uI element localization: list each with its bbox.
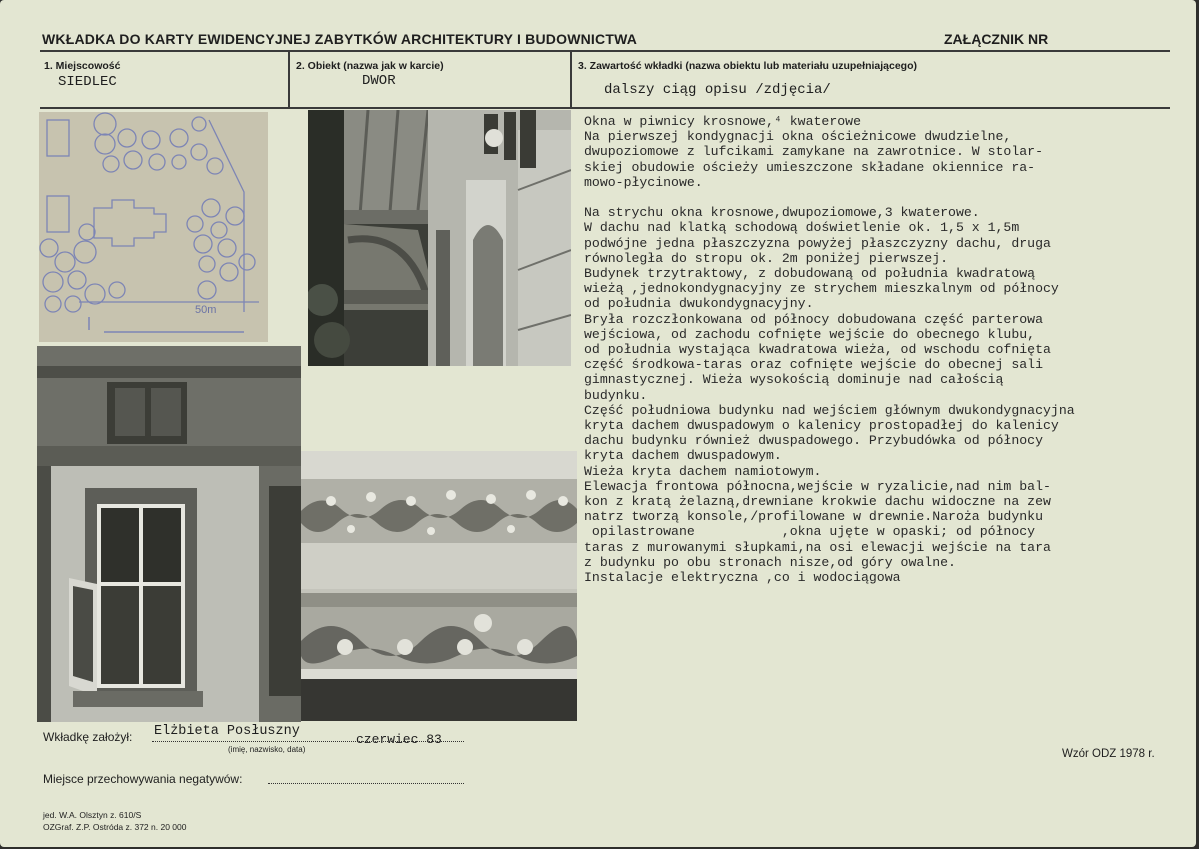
- content-value: dalszy ciąg opisu /zdjęcia/: [604, 82, 831, 98]
- annex-label: ZAŁĄCZNIK NR: [944, 31, 1049, 47]
- author-date: czerwiec 83: [356, 732, 442, 747]
- photo-facade-window-image: [37, 346, 301, 722]
- header-rule-top: [40, 50, 1170, 52]
- printer-line-2: OZGraf. Z.P. Ostróda z. 372 n. 20 000: [43, 822, 187, 832]
- place-label: 1. Miejscowość: [44, 60, 121, 72]
- description-line: W dachu nad klatką schodową doświetlenie ok. 1,5 x 1,5m: [584, 220, 1020, 236]
- photo-stucco-frieze: [301, 451, 577, 721]
- object-label: 2. Obiekt (nazwa jak w karcie): [296, 60, 444, 72]
- description-text: [584, 114, 1196, 585]
- photo-roof-eaves-image: [308, 110, 571, 366]
- description-line: Okna w piwnicy krosnowe,⁴ kwaterowe: [584, 114, 861, 129]
- object-value: DWOR: [362, 73, 396, 89]
- description-line: Wieża kryta dachem namiotowym.: [584, 463, 822, 479]
- description-line: dachu budynku również dwuspadowego. Przybudówka od północy: [584, 433, 1043, 449]
- printer-line-1: jed. W.A. Olsztyn z. 610/S: [43, 810, 142, 820]
- description-line: skiej obudowie ościeży umieszczone składane okiennice ra-: [584, 159, 1036, 175]
- header-rule-bottom: [40, 107, 1170, 109]
- content-label: 3. Zawartość wkładki (nazwa obiektu lub materiału uzupełniającego): [578, 60, 917, 72]
- description-line: podwójne jedna płaszczyzna powyżej płaszczyzny dachu, druga: [584, 235, 1051, 251]
- author-label: Wkładkę założył:: [43, 730, 133, 744]
- description-line: taras z murowanymi słupkami,na osi elewacji wejście na tara: [584, 539, 1051, 555]
- author-hint: (imię, nazwisko, data): [228, 745, 306, 754]
- site-plan-map: [39, 112, 268, 342]
- description-line: Na pierwszej kondygnacji okna ościeżnicowe dwudzielne,: [584, 129, 1012, 145]
- place-value: SIEDLEC: [58, 74, 117, 90]
- negatives-label: Miejsce przechowywania negatywów:: [43, 772, 243, 786]
- description-line: Elewacja frontowa północna,wejście w ryzalicie,nad nim bal-: [584, 478, 1051, 494]
- author-dotted-line: [152, 741, 464, 742]
- card-title: WKŁADKA DO KARTY EWIDENCYJNEJ ZABYTKÓW ARCHITEKTURY I BUDOWNICTWA: [42, 31, 638, 47]
- description-line: natrz tworzą konsole,/profilowane w drewnie.Naroża budynku: [584, 509, 1043, 525]
- photo-roof-eaves: [308, 110, 571, 366]
- description-line: Na strychu okna krosnowe,dwupoziomowe,3 kwaterowe.: [584, 205, 980, 221]
- description-line: Budynek trzytraktowy, z dobudowaną od południa kwadratową: [584, 266, 1036, 282]
- description-line: wieżą ,jednokondygnacyjny ze strychem mieszkalnym od północy: [584, 281, 1059, 297]
- description-line: Część południowa budynku nad wejściem głównym dwukondygnacyjna: [584, 402, 1075, 418]
- form-pattern: Wzór ODZ 1978 r.: [1062, 748, 1155, 760]
- description-line: dwupoziomowe z lufcikami zamykane na zawrotnice. W stolar-: [584, 144, 1043, 160]
- field-divider-2: [570, 50, 572, 108]
- description-line: równoległa do stropu ok. 2m poniżej pierwszej.: [584, 250, 949, 266]
- description-line: mowo-płycinowe.: [584, 174, 703, 190]
- description-line: Instalacje elektryczna ,co i wodociągowa: [584, 570, 901, 586]
- description-line: Bryła rozczłonkowana od północy dobudowana część parterowa: [584, 311, 1043, 327]
- description-line: wejściowa, od zachodu cofnięte wejście do obecnego klubu,: [584, 326, 1036, 342]
- negatives-dotted-line: [268, 783, 464, 784]
- description-line: budynku.: [584, 387, 648, 403]
- description-line: gimnastycznej. Wieża wysokością dominuje nad całością: [584, 372, 1004, 388]
- description-line: z budynku po obu stronach nisze,od góry owalne.: [584, 554, 956, 570]
- description-line: kryta dachem dwuspadowym o kalenicy prostopadłej do kalenicy: [584, 418, 1059, 434]
- description-line: od południa dwukondygnacyjny.: [584, 296, 814, 312]
- description-line: kon z kratą żelazną,drewniane krokwie dachu widoczne na zew: [584, 494, 1051, 510]
- description-line: opilastrowane ,okna ujęte w opaski; od północy: [584, 524, 1036, 540]
- description-line: część środkowa-taras oraz cofnięte wejście do obecnej sali: [584, 357, 1043, 373]
- field-divider-1: [288, 50, 290, 108]
- photo-stucco-frieze-image: [301, 451, 577, 721]
- description-line: kryta dachem dwuspadowym.: [584, 448, 782, 464]
- map-scale-label: 50m: [195, 304, 217, 316]
- photo-facade-window: [37, 346, 301, 722]
- author-value: Elżbieta Posłuszny: [154, 724, 300, 739]
- site-plan-drawing: [39, 112, 268, 342]
- description-line: od południa wystająca kwadratowa wieża, od wschodu cofnięta: [584, 342, 1051, 358]
